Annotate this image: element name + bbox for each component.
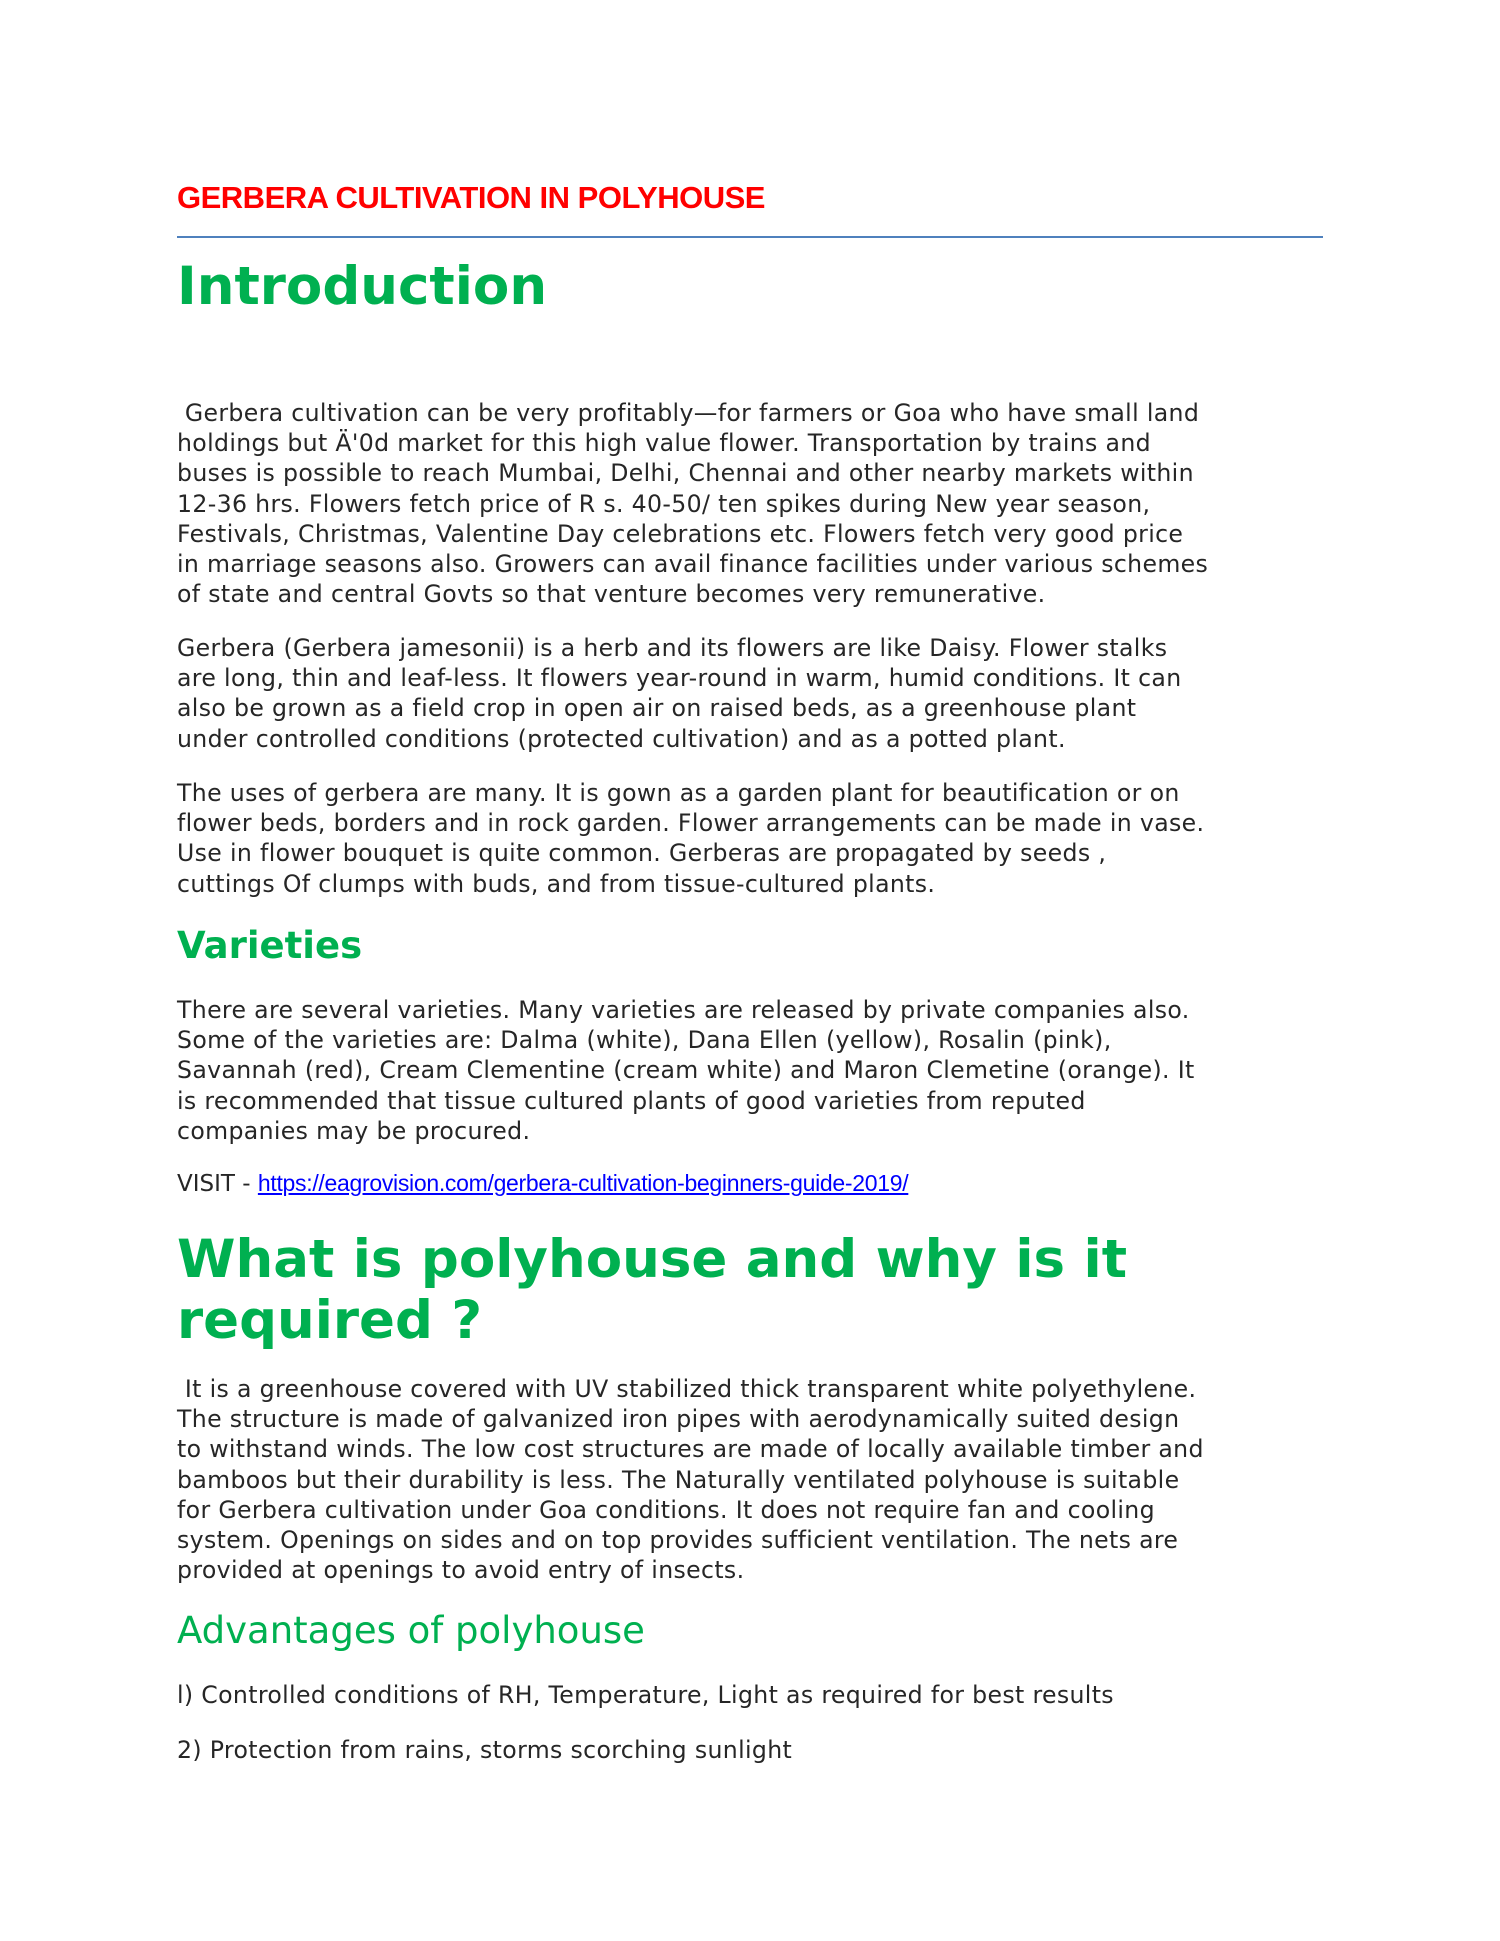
text-line: in marriage seasons also. Growers can avail finance facilities under various schemes: [177, 550, 1209, 579]
text-line: provided at openings to avoid entry of insects.: [177, 1556, 745, 1585]
text-line: also be grown as a field crop in open air on raised beds, as a greenhouse plant: [177, 694, 1137, 723]
text-line: Some of the varieties are: Dalma (white), Dana Ellen (yellow), Rosalin (pink),: [177, 1026, 1112, 1055]
text-line: Savannah (red), Cream Clementine (cream white) and Maron Clemetine (orange). It: [177, 1056, 1195, 1085]
polyhouse-paragraph: [177, 1374, 1337, 1585]
text-line: 12-36 hrs. Flowers fetch price of R s. 40-50/ ten spikes during New year season,: [177, 489, 1151, 518]
text-line: There are several varieties. Many varieties are released by private companies also.: [177, 996, 1190, 1024]
text-line: l) Controlled conditions of RH, Temperature, Light as required for best results: [177, 1681, 1114, 1709]
text-line: cuttings Of clumps with buds, and from tissue-cultured plants.: [177, 869, 936, 898]
varieties-paragraph: [177, 995, 1337, 1146]
text-line: Gerbera cultivation can be very profitably—for farmers or Goa who have small land: [177, 399, 1200, 427]
heading-line: What is polyhouse and why is it: [177, 1229, 1128, 1290]
intro-paragraph-1: [177, 398, 1337, 609]
text-line: of state and central Govts so that venture becomes very remunerative.: [177, 580, 1046, 609]
text-line: flower beds, borders and in rock garden. Flower arrangements can be made in vase.: [177, 809, 1205, 838]
text-line: The uses of gerbera are many. It is gown as a garden plant for beautification or on: [177, 779, 1180, 807]
title-divider: [177, 236, 1323, 238]
text-line: for Gerbera cultivation under Goa conditions. It does not require fan and cooling: [177, 1495, 1155, 1524]
text-line: holdings but Ä'0d market for this high value flower. Transportation by trains and: [177, 429, 1151, 458]
text-line: buses is possible to reach Mumbai, Delhi, Chennai and other nearby markets within: [177, 459, 1194, 488]
heading-polyhouse: [177, 1229, 1127, 1351]
heading-line: required ?: [177, 1290, 483, 1351]
text-line: It is a greenhouse covered with UV stabilized thick transparent white polyethylene.: [177, 1375, 1197, 1403]
text-line: Use in flower bouquet is quite common. Gerberas are propagated by seeds ,: [177, 839, 1107, 868]
text-line: are long, thin and leaf-less. It flowers year-round in warm, humid conditions. It can: [177, 664, 1182, 693]
text-line: Festivals, Christmas, Valentine Day celebrations etc. Flowers fetch very good price: [177, 519, 1184, 548]
text-line: is recommended that tissue cultured plants of good varieties from reputed: [177, 1086, 1086, 1115]
text-line: The structure is made of galvanized iron pipes with aerodynamically suited design: [177, 1405, 1180, 1434]
heading-varieties: Varieties: [177, 924, 363, 967]
heading-introduction: Introduction: [177, 256, 548, 317]
intro-paragraph-3: [177, 778, 1337, 899]
text-line: bamboos but their durability is less. The Naturally ventilated polyhouse is suitable: [177, 1465, 1180, 1494]
advantage-item-2: [177, 1735, 1337, 1765]
intro-paragraph-2: [177, 633, 1337, 754]
heading-advantages: Advantages of polyhouse: [177, 1609, 645, 1652]
advantage-item-1: [177, 1680, 1337, 1710]
document-title: GERBERA CULTIVATION IN POLYHOUSE: [177, 180, 765, 215]
text-line: to withstand winds. The low cost structures are made of locally available timber and: [177, 1435, 1204, 1464]
text-line: Gerbera (Gerbera jamesonii) is a herb and its flowers are like Daisy. Flower stalks: [177, 634, 1168, 662]
visit-label: VISIT -: [177, 1171, 258, 1197]
text-line: companies may be procured.: [177, 1116, 531, 1145]
source-link[interactable]: https://eagrovision.com/gerbera-cultivation-beginners-guide-2019/: [257, 1170, 909, 1196]
text-line: system. Openings on sides and on top provides sufficient ventilation. The nets are: [177, 1526, 1179, 1555]
text-line: 2) Protection from rains, storms scorching sunlight: [177, 1736, 793, 1764]
text-line: under controlled conditions (protected cultivation) and as a potted plant.: [177, 724, 1066, 753]
visit-line: [177, 1170, 908, 1198]
